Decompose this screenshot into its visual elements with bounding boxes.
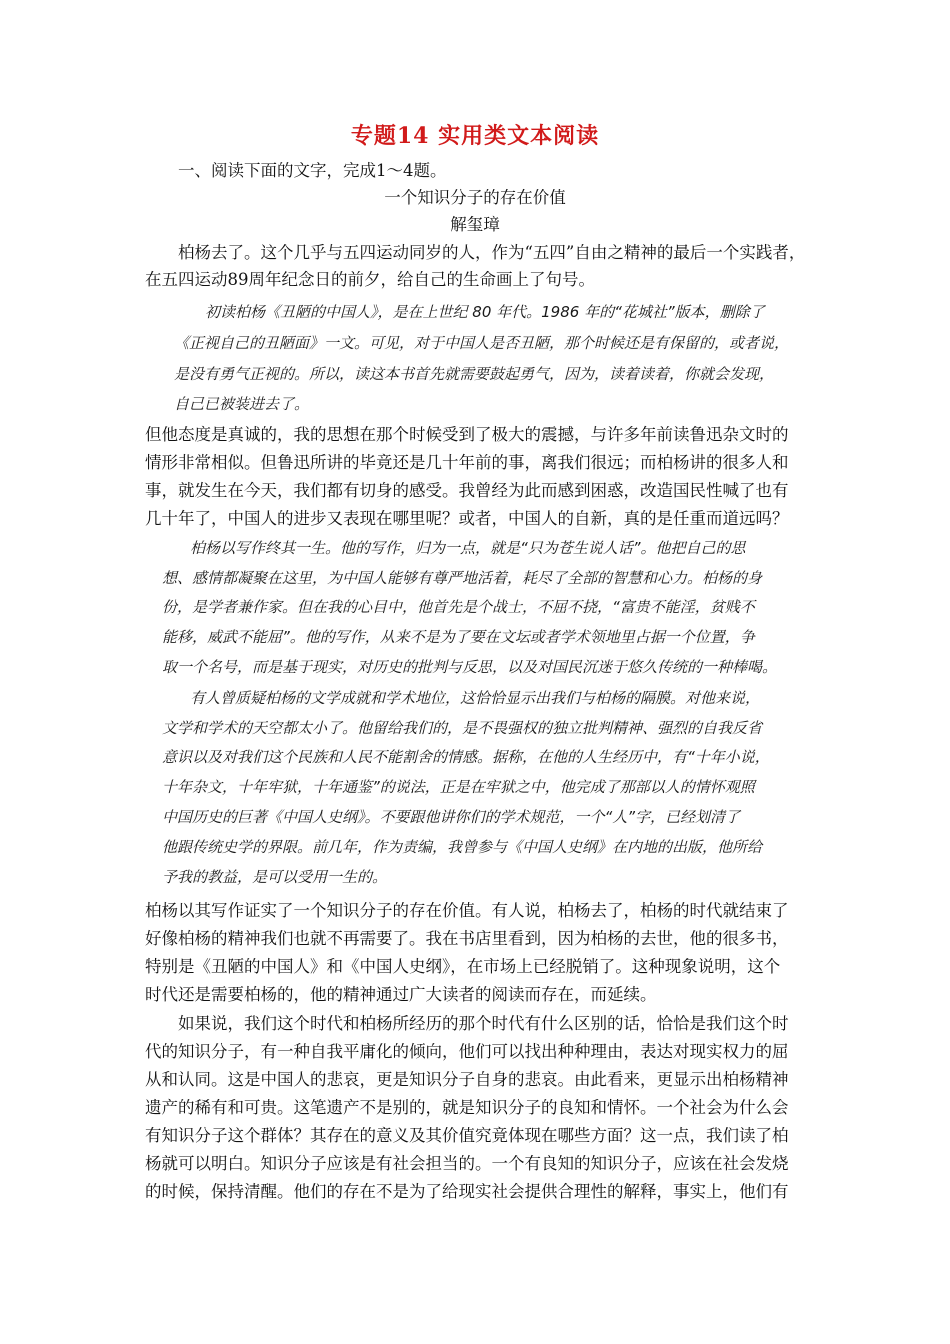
scanned-text-line: 意识以及对我们这个民族和人民不能割舍的情感。据称，在他的人生经历中，有“十年小说， bbox=[162, 748, 770, 766]
scanned-text-line: 是没有勇气正视的。所以，读这本书首先就需要鼓起勇气，因为，读着读着，你就会发现， bbox=[174, 365, 775, 383]
article-author: 解玺璋 bbox=[450, 215, 500, 234]
scanned-text-line: 能移，威武不能屈”。他的写作，从来不是为了要在文坛或者学术领地里占据一个位置，争 bbox=[162, 628, 755, 646]
scanned-text-line: 有人曾质疑柏杨的文学成就和学术地位，这恰恰显示出我们与柏杨的隔膜。对他来说， bbox=[190, 689, 761, 707]
paragraph-line: 时代还是需要柏杨的，他的精神通过广大读者的阅读而存在，而延续。 bbox=[145, 985, 657, 1004]
paragraph-line: 几十年了，中国人的进步又表现在哪里呢？或者，中国人的自新，真的是任重而道远吗？ bbox=[145, 509, 789, 528]
scanned-text-line: 《正视自己的丑陋面》一文。可见，对于中国人是否丑陋，那个时候还是有保留的，或者说， bbox=[174, 334, 790, 352]
scanned-text-line: 初读柏杨《丑陋的中国人》，是在上世纪 80 年代。1986 年的“花城社”版本，删除了 bbox=[205, 303, 765, 321]
paragraph-line: 柏杨以其写作证实了一个知识分子的存在价值。有人说，柏杨去了，柏杨的时代就结束了 bbox=[145, 901, 789, 920]
scanned-text-line: 想、感情都凝聚在这里，为中国人能够有尊严地活着，耗尽了全部的智慧和心力。柏杨的身 bbox=[162, 569, 763, 587]
paragraph-line: 从和认同。这是中国人的悲哀，更是知识分子自身的悲哀。由此看来，更显示出柏杨精神 bbox=[145, 1070, 789, 1089]
instruction: 一、阅读下面的文字，完成1～4题。 bbox=[178, 161, 447, 180]
page-title: 专题14 实用类文本阅读 bbox=[350, 123, 600, 149]
paragraph-line: 特别是《丑陋的中国人》和《中国人史纲》，在市场上已经脱销了。这种现象说明，这个 bbox=[145, 957, 781, 976]
scanned-text-line: 予我的教益，是可以受用一生的。 bbox=[162, 868, 388, 886]
paragraph-line: 事，就发生在今天，我们都有切身的感受。我曾经为此而感到困惑，改造国民性喊了也有 bbox=[145, 481, 789, 500]
paragraph-line: 在五四运动89周年纪念日的前夕，给自己的生命画上了句号。 bbox=[145, 270, 595, 289]
paragraph-line: 但他态度是真诚的，我的思想在那个时候受到了极大的震撼，与许多年前读鲁迅杂文时的 bbox=[145, 425, 789, 444]
scanned-text-line: 柏杨以写作终其一生。他的写作，归为一点，就是“只为苍生说人话”。他把自己的思 bbox=[190, 539, 746, 557]
paragraph-line: 的时候，保持清醒。他们的存在不是为了给现实社会提供合理性的解释，事实上，他们有 bbox=[145, 1182, 789, 1201]
paragraph-line: 如果说，我们这个时代和柏杨所经历的那个时代有什么区别的话，恰恰是我们这个时 bbox=[178, 1014, 789, 1033]
scanned-text-line: 取一个名号，而是基于现实，对历史的批判与反思，以及对国民沉迷于悠久传统的一种棒喝。 bbox=[162, 658, 778, 676]
article-title: 一个知识分子的存在价值 bbox=[384, 188, 566, 207]
scanned-text-line: 文学和学术的天空都太小了。他留给我们的，是不畏强权的独立批判精神、强烈的自我反省 bbox=[162, 719, 763, 737]
paragraph-line: 好像柏杨的精神我们也就不再需要了。我在书店里看到，因为柏杨的去世，他的很多书， bbox=[145, 929, 789, 948]
paragraph-line: 杨就可以明白。知识分子应该是有社会担当的。一个有良知的知识分子，应该在社会发烧 bbox=[145, 1154, 789, 1173]
paragraph-line: 柏杨去了。这个几乎与五四运动同岁的人，作为“五四”自由之精神的最后一个实践者， bbox=[178, 243, 806, 262]
scanned-text-line: 自己已被装进去了。 bbox=[174, 395, 310, 413]
scanned-text-line: 他跟传统史学的界限。前几年，作为责编，我曾参与《中国人史纲》在内地的出版，他所给 bbox=[162, 838, 763, 856]
paragraph-line: 遗产的稀有和可贵。这笔遗产不是别的，就是知识分子的良知和情怀。一个社会为什么会 bbox=[145, 1098, 789, 1117]
scanned-text-line: 份，是学者兼作家。但在我的心目中，他首先是个战士，不屈不挠，“富贵不能淫，贫贱不 bbox=[162, 598, 755, 616]
paragraph-line: 代的知识分子，有一种自我平庸化的倾向，他们可以找出种种理由，表达对现实权力的屈 bbox=[145, 1042, 789, 1061]
scanned-text-line: 中国历史的巨著《中国人史纲》。不要跟他讲你们的学术规范，一个“人”字，已经划清了 bbox=[162, 808, 741, 826]
paragraph-line: 有知识分子这个群体？其存在的意义及其价值究竟体现在哪些方面？这一点，我们读了柏 bbox=[145, 1126, 789, 1145]
scanned-text-line: 十年杂文，十年牢狱，十年通鉴”的说法，正是在牢狱之中，他完成了那部以人的情怀观照 bbox=[162, 778, 755, 796]
paragraph-line: 情形非常相似。但鲁迅所讲的毕竟还是几十年前的事，离我们很远；而柏杨讲的很多人和 bbox=[145, 453, 789, 472]
